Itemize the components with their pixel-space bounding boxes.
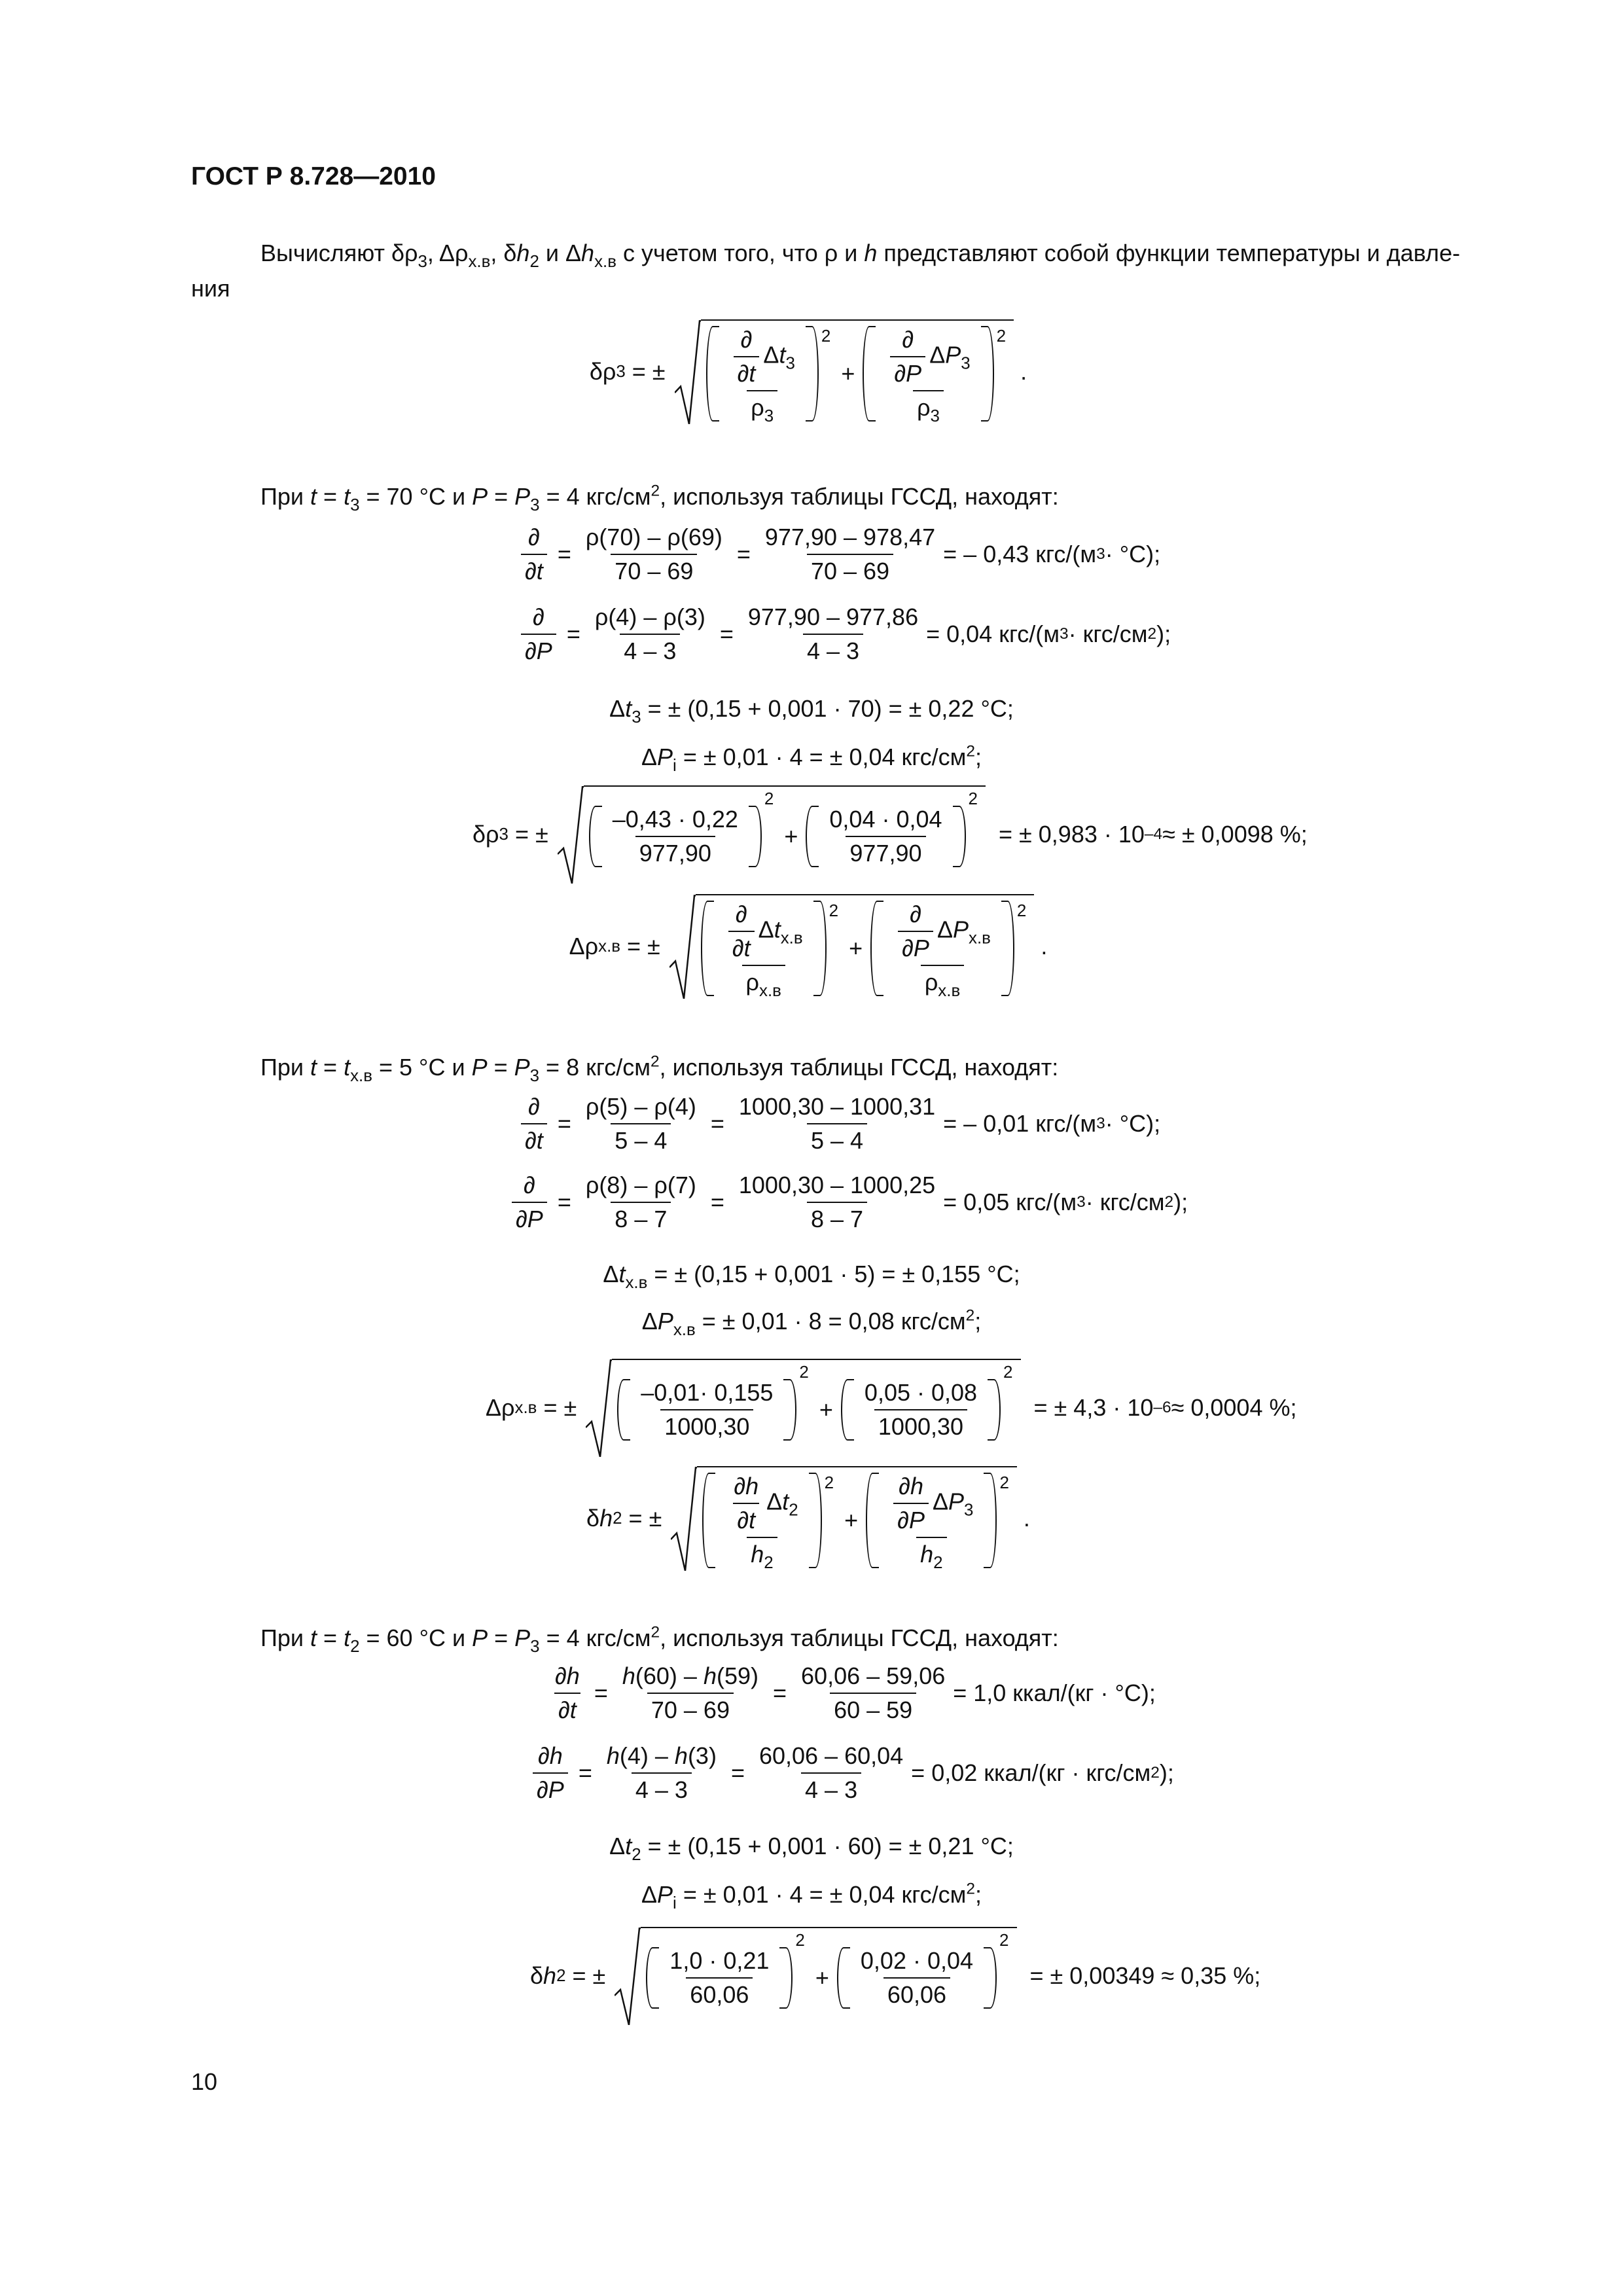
radical-sign	[615, 1927, 641, 2025]
formula-delta-h2: δ h 2 = ± $\frac{\partial h}{\partial t}$ $\Delta t_2$ $h_2$ 2 + $\frac{\partial h}{\partial P}$ $\Delta P_3$ $h_2$ 2 .	[0, 1466, 1623, 1571]
formula-dh-dt: $\frac{\partial h}{\partial t}$ = $\frac{h(60) - h(59)}{70 - 69}$ = $\frac{60,06 - 59,06}{60 - 59}$ = 1,0 ккал/(кг · °С);	[555, 1662, 1156, 1723]
formula-drho-dt-2: $\frac{\partial}{\partial t}$ = $\frac{\rho(5) - \rho(4)}{5 - 4}$ = $\frac{1000,30 - 1000,31}{5 - 4}$ = – 0,01 кгс/(м 3 · °С);	[517, 1093, 1160, 1155]
delta-Pi-line-2: $\Delta P_i$ = ± 0,01 · 4 = ± 0,04 кгс/$см^2$;	[641, 1880, 982, 1913]
condition-line-1: При $t = t_3 = 70$ °C и $P = P_3 = 4$ кгс/$см^2$, используя таблицы ГССД, находят:	[260, 482, 1059, 515]
formula-delta-rho3: δρ 3 = ± $\frac{\partial}{\partial t}$ $\Delta t_3$ $\rho_3$ 2 + $\frac{\partial}{\partial P}$ $\Delta P_3$ $\rho_3$ 2 .	[0, 319, 1623, 424]
formula-drho-dP-1: $\frac{\partial}{\partial P}$ = $\frac{\rho(4) - \rho(3)}{4 - 3}$ = $\frac{977,90 - 977,86}{4 - 3}$ = 0,04 кгс/(м 3 · кгс/см 2 );	[517, 603, 1171, 665]
result-delta-h2: δ h 2 = ± $\frac{1,0 \cdot 0,21}{60,06}$ 2 + $\frac{0,02 \cdot 0,04}{60,06}$ 2 = ± 0,00349 ≈ 0,35 %;	[530, 1927, 1260, 2025]
radical-sign	[671, 1466, 697, 1571]
formula-drho-dP-2: $\frac{\partial}{\partial P}$ = $\frac{\rho(8) - \rho(7)}{8 - 7}$ = $\frac{1000,30 - 1000,25}{8 - 7}$ = 0,05 кгс/(м 3 · кгс/см 2 );	[508, 1172, 1188, 1233]
radical-sign	[669, 894, 696, 999]
intro-line-2: ния	[191, 275, 230, 302]
result-delta-rho-xv: Δρ х.в = ± $\frac{-0,01\cdot 0,155}{1000,30}$ 2 + $\frac{0,05 \cdot 0,08}{1000,30}$ 2 = ± 4,3 · 10 –6 ≈ 0,0004 %;	[486, 1359, 1297, 1457]
delta-t-xv-line: $\Delta t_{х.в}$ = ± (0,15 + 0,001 · 5) = ± 0,155 °С;	[603, 1261, 1020, 1293]
formula-drho-dt-1: $\frac{\partial}{\partial t}$ = $\frac{\rho(70) - \rho(69)}{70 - 69}$ = $\frac{977,90 - 978,47}{70 - 69}$ = – 0,43 кгс/(м 3 · °С);	[517, 524, 1160, 585]
delta-Pi-line-1: $\Delta P_i$ = ± 0,01 · 4 = ± 0,04 кгс/$см^2$;	[641, 742, 982, 776]
delta-P-xv-line: $\Delta P_{х.в}$ = ± 0,01 · 8 = 0,08 кгс/$см^2$;	[641, 1306, 982, 1340]
formula-dh-dP: $\frac{\partial h}{\partial P}$ = $\frac{h(4) - h(3)}{4 - 3}$ = $\frac{60,06 - 60,04}{4 - 3}$ = 0,02 ккал/(кг · кгс/см 2 );	[529, 1742, 1174, 1804]
result-delta-rho3: δρ 3 = ± $\frac{-0,43 \cdot 0,22}{977,90}$ 2 + $\frac{0,04 \cdot 0,04}{977,90}$ 2 = ± 0,983 · 10 –4 ≈ ± 0,0098 %;	[473, 785, 1308, 884]
condition-line-3: При $t = t_2 = 60$ °C и $P = P_3 = 4$ кгс/$см^2$, используя таблицы ГССД, находят:	[260, 1623, 1059, 1657]
intro-line-1: Вычисляют $\delta\rho_3$, $\Delta\rho_{х.в}$, $\delta h_2$ и $\Delta h_{х.в}$ с учетом того, что ρ и h представляют собой функции температуры и давле-	[260, 240, 1461, 272]
document-header: ГОСТ Р 8.728—2010	[191, 162, 436, 190]
delta-t3-line: $\Delta t_3$ = ± (0,15 + 0,001 · 70) = ± 0,22 °С;	[609, 695, 1014, 727]
radical-sign	[558, 785, 584, 884]
radical-sign	[675, 319, 701, 424]
delta-t2-line: $\Delta t_2$ = ± (0,15 + 0,001 · 60) = ± 0,21 °С;	[609, 1833, 1014, 1865]
condition-line-2: При $t = t_{х.в} = 5$ °C и $P = P_3 = 8$ кгс/$см^2$, используя таблицы ГССД, находят:	[260, 1052, 1059, 1086]
formula-delta-rho-xv: Δρ х.в = ± $\frac{\partial}{\partial t}$ $\Delta t_{х.в}$ $\rho_{х.в}$ 2 + $\frac{\partial}{\partial P}$ $\Delta P_{х.в}$ $\rho_{х.в}$ 2 .	[0, 894, 1623, 999]
radical-sign	[586, 1359, 612, 1457]
page-number: 10	[191, 2068, 218, 2095]
